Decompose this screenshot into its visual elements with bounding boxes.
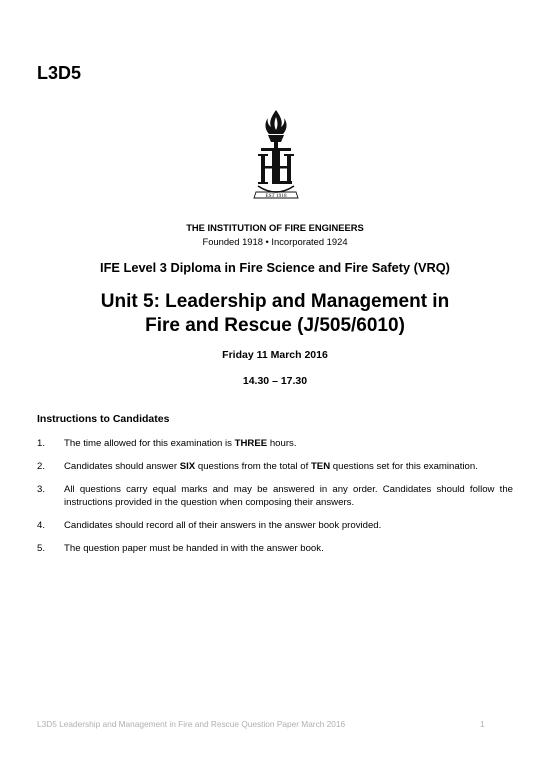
instruction-text: The time allowed for this examination is (64, 438, 235, 449)
diploma-title: IFE Level 3 Diploma in Fire Science and Fire Safety (VRQ) (100, 260, 450, 275)
instruction-number: 2. (37, 461, 46, 472)
instruction-item (37, 438, 513, 451)
instruction-text: Candidates should answer (64, 461, 180, 472)
page-number: 1 (480, 719, 485, 729)
instruction-number: 5. (37, 542, 46, 554)
instruction-number: 4. (37, 519, 46, 531)
instruction-item (37, 543, 513, 556)
logo-est-text: EST 1918 (265, 193, 287, 199)
instruction-text: hours. (267, 438, 297, 449)
document-code: L3D5 (37, 63, 82, 83)
instruction-emphasis: SIX (179, 461, 196, 472)
instruction-emphasis: THREE (234, 438, 268, 449)
instruction-emphasis: TEN (310, 461, 331, 472)
instruction-item (37, 520, 513, 533)
instruction-item (37, 461, 513, 474)
instruction-text: Candidates should record all of their answers in the answer book provided. (64, 519, 382, 531)
instructions-heading: Instructions to Candidates (37, 413, 170, 425)
instruction-item (37, 484, 513, 509)
exam-time: 14.30 – 17.30 (242, 375, 308, 387)
exam-date: Friday 11 March 2016 (222, 349, 328, 361)
instruction-number: 1. (37, 438, 46, 449)
ife-crest-icon (244, 108, 308, 208)
instruction-number: 3. (37, 484, 46, 495)
institution-name: THE INSTITUTION OF FIRE ENGINEERS (186, 222, 364, 233)
instruction-text: The question paper must be handed in with the answer book. (64, 542, 324, 554)
institution-founded: Founded 1918 • Incorporated 1924 (202, 236, 348, 247)
unit-title-line-2: Fire and Rescue (J/505/6010) (145, 315, 405, 336)
instruction-text: questions from the total of (195, 461, 311, 472)
instruction-text: All questions carry equal marks and may be answered in any order. Candidates should follow the instructions provided in the question when composing their answers. (64, 484, 513, 508)
footer-text: L3D5 Leadership and Management in Fire and Rescue Question Paper March 2016 (37, 719, 346, 729)
instructions-list (37, 438, 513, 566)
unit-title (0, 290, 550, 338)
instruction-text: questions set for this examination. (330, 461, 478, 472)
unit-title-line-1: Unit 5: Leadership and Management in (100, 291, 450, 312)
